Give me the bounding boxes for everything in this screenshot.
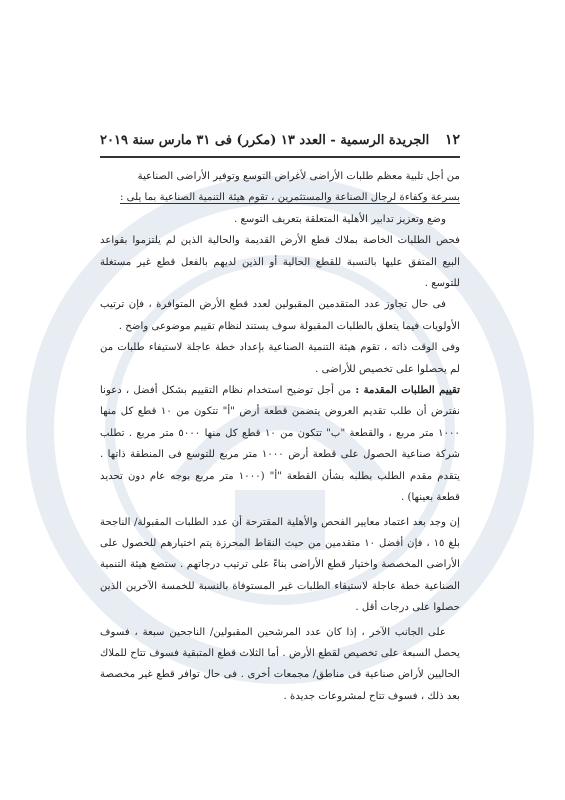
paragraph-3: فى حال تجاوز عدد المتقدمين المقبولين لعدد قطع الأرض المتوافرة ، فإن ترتيب الأولويات فيما يتعلق بالطلبات المقبولة سوف يستند لنظام تقييم موضوعى واضح . bbox=[100, 299, 460, 332]
document-body bbox=[100, 166, 460, 707]
intro-line-2: بسرعة وكفاءة لرجال الصناعة والمستثمرين ، تقوم هيئة التنمية الصناعية بما يلى : bbox=[119, 192, 460, 204]
gazette-title: الجريدة الرسمية - العدد ١٣ (مكرر) فى ٣١ مارس سنة ٢٠١٩ bbox=[100, 132, 430, 148]
paragraph-1: وضع وتعزيز تدابير الأهلية المتعلقة بتعريف التوسع . bbox=[234, 213, 446, 225]
paragraph-4: وفى الوقت ذاته ، تقوم هيئة التنمية الصناعية بإعداد خطة عاجلة لاستيفاء طلبات من لم يحصلوا على تخصيص للأراضى . bbox=[100, 342, 460, 375]
paragraph-5: تقييم الطلبات المقدمة : من أجل توضيح استخدام نظام التقييم بشكل أفضل ، دعونا نفترض أن طلب تقديم العروض يتضمن قطعة أرض "أ" تتكون من ١٠ قطع كل منها ١٠٠٠ متر مربع ، والقطعة "ب" تتكون من ١٠ قطع كل منها ٥٠٠٠ متر مربع . تطلب شركة صناعية الحصول على قطعة أرض ١٠٠٠ متر مربع للتوسع فى المنطقة ذاتها . يتقدم مقدم الطلب بطلبه بشأن القطعة "أ" (١٠٠٠ متر مربع بوجه عام دون تحديد قطعة بعينها) . bbox=[100, 384, 461, 504]
header-rule bbox=[100, 156, 460, 158]
paragraph-2: فحص الطلبات الخاصة بملاك قطع الأرض القديمة والحالية الذين لم يلتزموا بقواعد البيع المتفق عليها بالنسبة للقطع الحالية أو الذين لديهم بالفعل قطع غير مستغلة للتوسع . bbox=[100, 235, 460, 290]
page-number: ١٢ bbox=[444, 132, 460, 148]
section-heading: تقييم الطلبات المقدمة : bbox=[355, 384, 461, 397]
paragraph-7: على الجانب الآخر ، إذا كان عدد المرشحين المقبولين/ الناجحين سبعة ، فسوف يحصل السبعة على تخصيص لقطع الأرض . أما الثلاث قطع المتبقية فسوف تتاح للملاك الحاليين لأراض صناعية فى مناطق/ مجمعات أخرى . فى حال توافر قطع غير مخصصة بعد ذلك ، فسوف تتاح لمشروعات جديدة . bbox=[100, 626, 460, 702]
paragraph-6: إن وجد بعد اعتماد معايير الفحص والأهلية المقترحة أن عدد الطلبات المقبولة/ الناجحة بلغ ١٥ ، فإن أفضل ١٠ متقدمين من حيث النقاط المحرزة يتم اختيارهم للحصول على الأراضى المخصصة واختيار قطع الأراضى بناءً على ترتيب درجاتهم . ستضع هيئة التنمية الصناعية خطة عاجلة لاستيفاء الطلبات غير المستوفاة بالنسبة للخمسة الآخرين الذين حصلوا على درجات أقل . bbox=[100, 516, 460, 614]
intro-line-1: من أجل تلبية معظم طلبات الأراضى لأغراض التوسع وتوفير الأراضى الصناعية bbox=[137, 171, 460, 182]
page-header bbox=[100, 126, 460, 154]
